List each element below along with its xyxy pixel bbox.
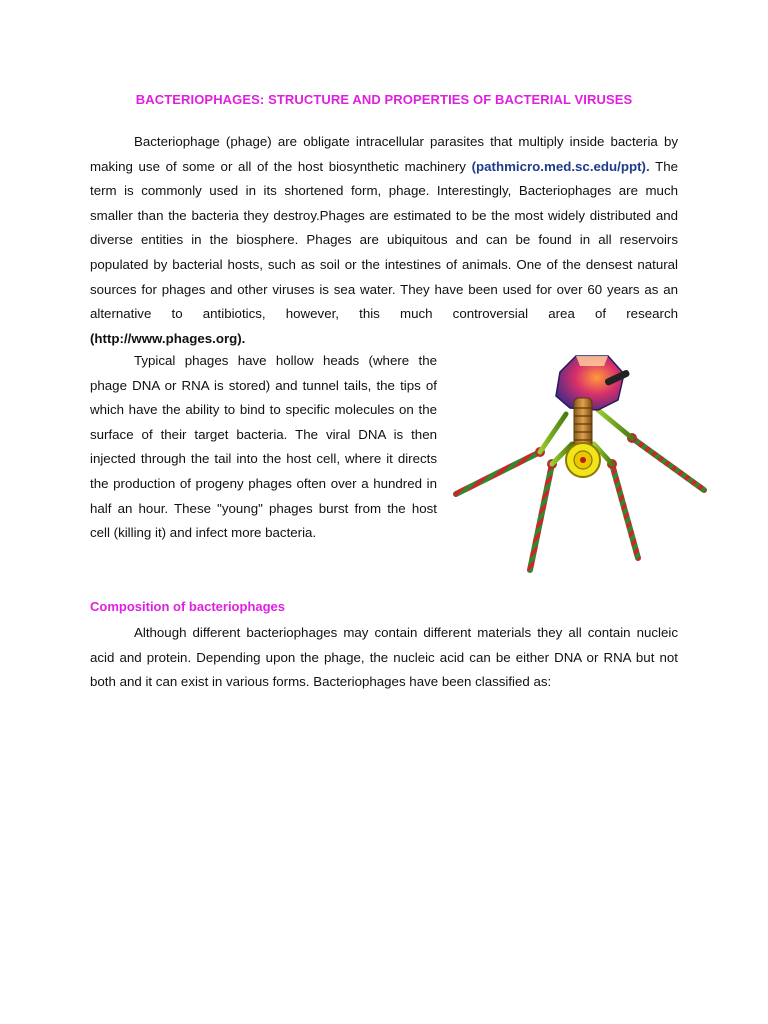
structure-text: Typical phages have hollow heads (where the phage DNA or RNA is stored) and tunnel tails, the tips of which have the ability to bind to specific molecules on the surface of their target bacteria. The viral DNA is then injected through the tail into the host cell, where it directs the production of progeny phages often over a hundred in half an hour. These "young" phages burst from the host cell (killing it) and infect more bacteria. [90, 353, 437, 541]
composition-text: Although different bacteriophages may contain different materials they all contain nucleic acid and protein. Depending upon the phage, the nucleic acid can be either DNA or RNA but not both and it can exist in various forms. Bacteriophages have been classified as: [90, 625, 678, 690]
phage-base-plate [566, 443, 600, 477]
citation-phages-org: (http://www.phages.org). [90, 330, 246, 346]
phage-tail [574, 398, 592, 448]
phage-leg-bottom-right [607, 459, 638, 558]
section-heading: Composition of bacteriophages [90, 599, 286, 614]
structure-paragraph [90, 349, 437, 546]
intro-paragraph [90, 130, 678, 351]
intro-text-middle: The term is commonly used in its shortened form, phage. Interestingly, Bacteriophages are much smaller than the bacteria they destroy.Phages are estimated to be the most widely distributed and diverse entities in the biosphere. Phages are ubiquitous and can be found in all reservoirs populated by bacterial hosts, such as soil or the intestines of animals. One of the densest natural sources for phages and other viruses is sea water. They have been used for over 60 years as an alternative to antibiotics, however, this much controversial area of research [90, 158, 678, 322]
page-title: BACTERIOPHAGES: STRUCTURE AND PROPERTIES OF BACTERIAL VIRUSES [135, 92, 633, 107]
intro-text-start: Bacteriophage (phage) are obligate intracellular parasites that multiply inside bacteria by making use of some or all of the host biosynthetic machinery [90, 134, 678, 174]
citation-pathmicro: (pathmicro.med.sc.edu/ppt). [471, 158, 650, 174]
bacteriophage-illustration [448, 352, 710, 574]
phage-leg-left [456, 447, 545, 494]
composition-paragraph [90, 621, 678, 695]
phage-leg-right [627, 433, 704, 490]
phage-head [556, 356, 631, 410]
phage-leg-bottom-left [530, 459, 557, 570]
